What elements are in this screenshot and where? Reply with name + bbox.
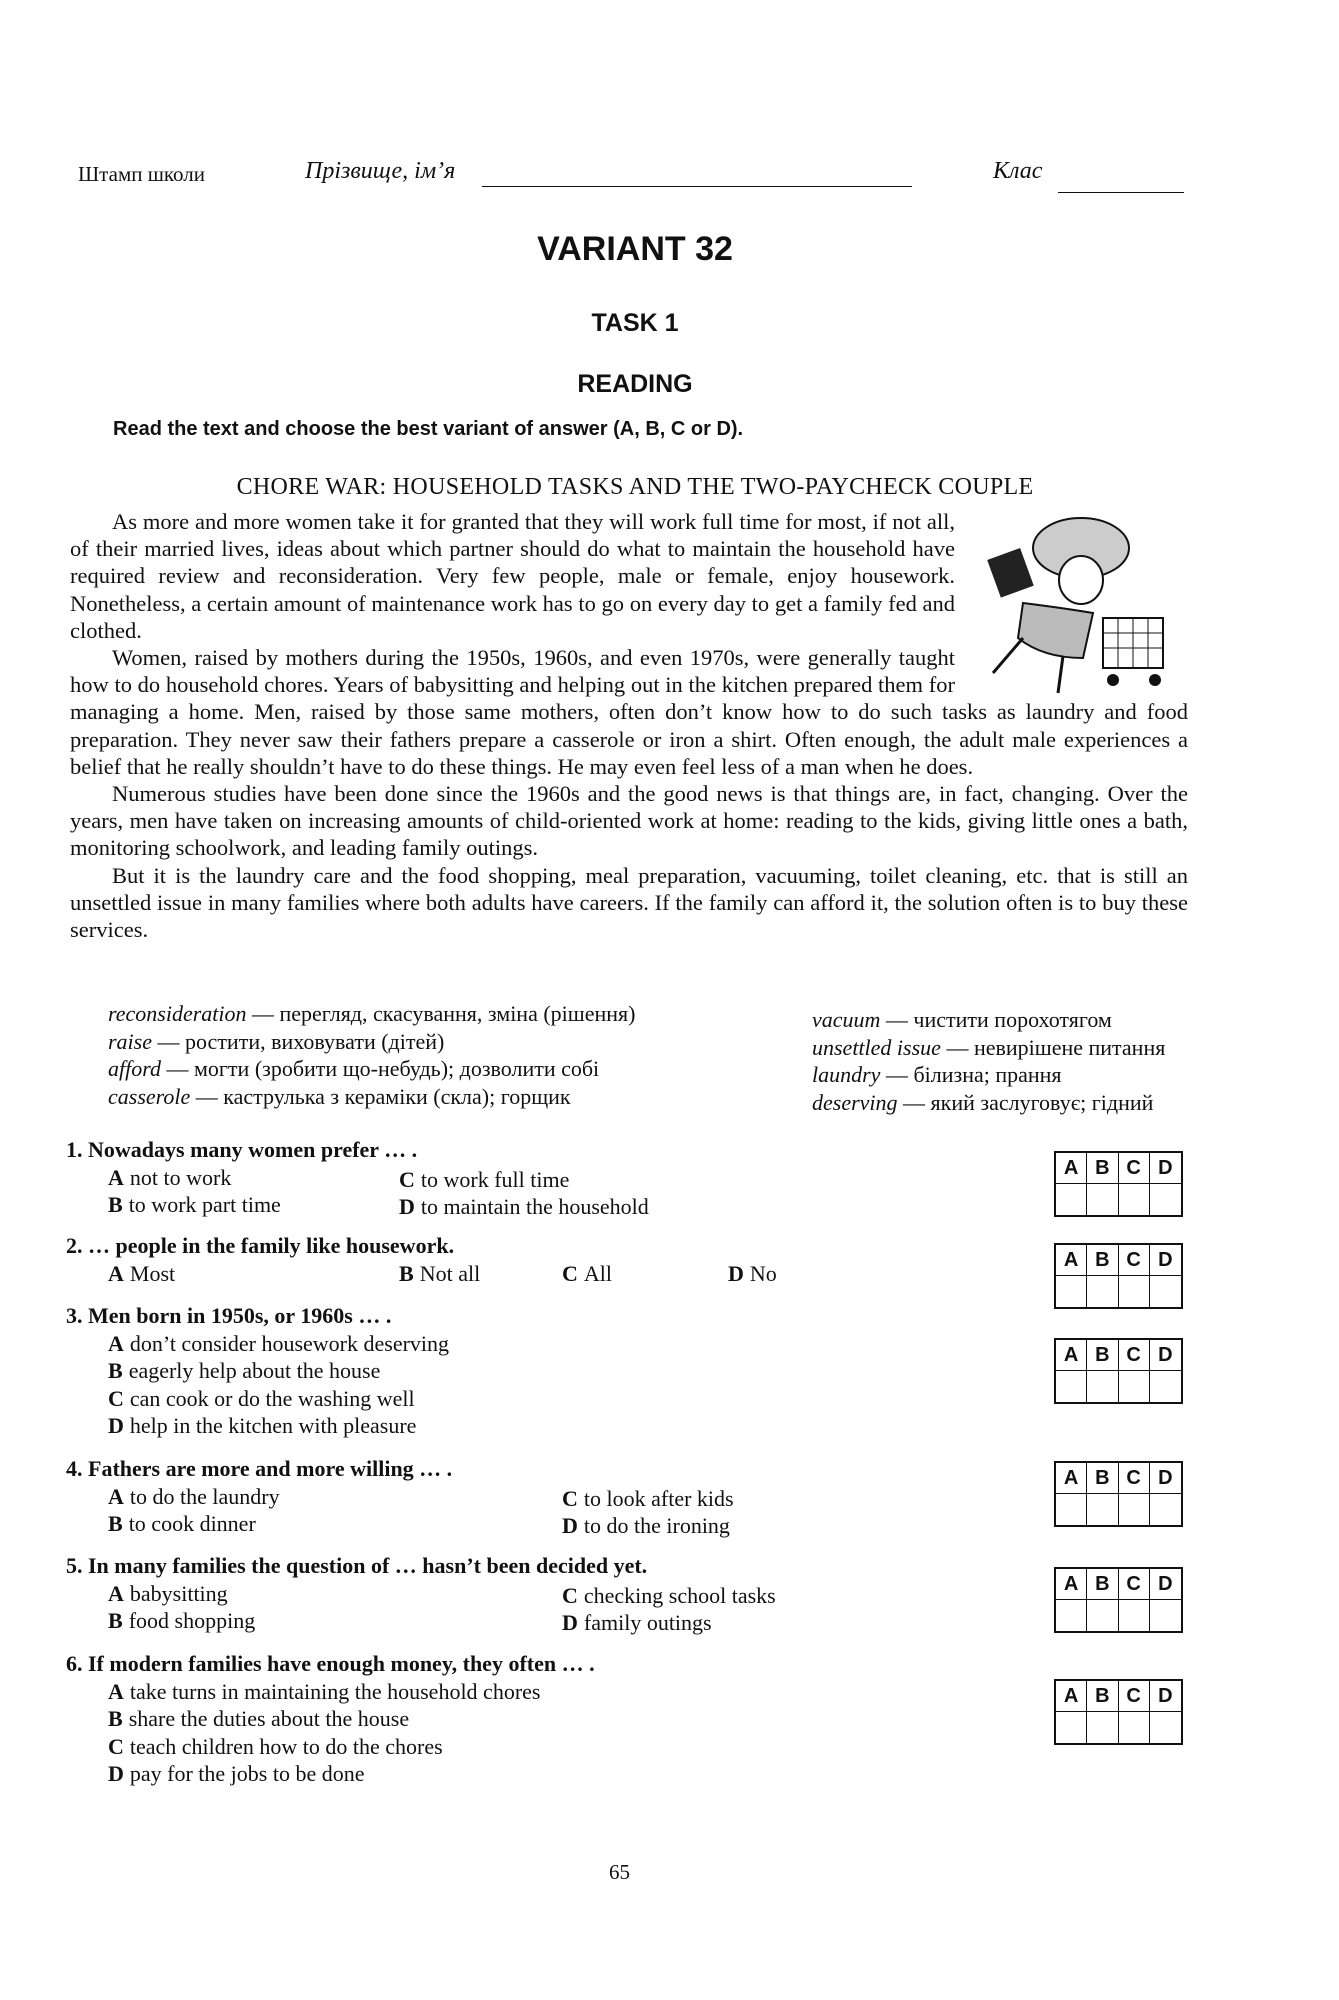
glossary-entry xyxy=(812,1034,1165,1062)
option-d xyxy=(562,1609,712,1637)
option-letter: B xyxy=(108,1706,123,1731)
glossary-entry xyxy=(812,1006,1165,1034)
question-stem: 6. If modern families have enough money, they often … . xyxy=(66,1651,595,1676)
option-text: can cook or do the washing well xyxy=(129,1385,415,1411)
option-text: All xyxy=(583,1260,613,1286)
option-b xyxy=(399,1260,480,1288)
option-a xyxy=(108,1483,280,1511)
option-letter: C xyxy=(399,1166,415,1192)
page-number: 65 xyxy=(609,1860,630,1884)
answer-cell-a[interactable] xyxy=(1056,1276,1087,1307)
story-paragraph: Numerous studies have been done since the 1960s and the good news is that things are, in fact, changing. Over the years, men have taken on increasing amounts of child-oriented work at home: reading to the kids, giving little ones a bath, monitoring schoolwork, and leading family outings. xyxy=(70,781,1188,861)
answer-letter: C xyxy=(1119,1569,1150,1600)
option-letter: D xyxy=(562,1610,578,1635)
class-label xyxy=(993,158,1042,185)
class-label-text: Клас xyxy=(993,158,1043,184)
option-d xyxy=(728,1260,777,1288)
answer-grid-1 xyxy=(1054,1151,1183,1217)
option-d xyxy=(108,1412,416,1440)
instruction: Read the text and choose the best variant of answer (A, B, C or D). xyxy=(113,418,744,440)
answer-letter: D xyxy=(1150,1153,1181,1184)
answer-letter: B xyxy=(1087,1681,1118,1712)
answer-letter: A xyxy=(1056,1681,1087,1712)
option-c xyxy=(108,1385,415,1413)
glossary-translation: — могти (зробити що-небудь); дозволити собі xyxy=(160,1056,600,1081)
answer-cell-c[interactable] xyxy=(1119,1494,1150,1525)
answer-letter: C xyxy=(1119,1245,1150,1276)
answer-cell-a[interactable] xyxy=(1056,1494,1087,1525)
answer-letter: C xyxy=(1119,1340,1150,1371)
glossary-entry xyxy=(812,1089,1165,1117)
answer-letter: A xyxy=(1056,1153,1087,1184)
option-letter: D xyxy=(108,1413,124,1438)
story-text xyxy=(70,508,1188,943)
option-text: food shopping xyxy=(128,1608,256,1633)
option-text: not to work xyxy=(129,1164,232,1190)
option-letter: A xyxy=(108,1580,124,1606)
option-text: No xyxy=(749,1260,777,1286)
option-letter: C xyxy=(562,1260,578,1286)
answer-letter: B xyxy=(1087,1463,1118,1494)
glossary-translation: — білизна; прання xyxy=(880,1062,1062,1087)
option-letter: B xyxy=(108,1192,123,1217)
answer-letter: C xyxy=(1119,1153,1150,1184)
class-field[interactable] xyxy=(1058,192,1184,193)
answer-letter: A xyxy=(1056,1245,1087,1276)
question-stem: 1. Nowadays many women prefer … . xyxy=(66,1137,418,1162)
option-a xyxy=(108,1580,228,1608)
answer-cell-d[interactable] xyxy=(1150,1371,1181,1402)
glossary-word: unsettled issue xyxy=(812,1034,941,1060)
option-b xyxy=(108,1705,409,1733)
option-b xyxy=(108,1357,380,1385)
option-text: to do the ironing xyxy=(583,1513,730,1538)
option-d xyxy=(399,1193,649,1221)
answer-grid-6 xyxy=(1054,1679,1183,1745)
glossary-word: raise xyxy=(108,1028,152,1054)
answer-cell-c[interactable] xyxy=(1119,1712,1150,1743)
glossary-translation: — який заслуговує; гідний xyxy=(897,1089,1154,1115)
option-letter: B xyxy=(108,1608,123,1633)
option-text: to do the laundry xyxy=(129,1483,280,1509)
option-text: share the duties about the house xyxy=(128,1706,410,1731)
glossary-word: reconsideration xyxy=(108,1001,247,1026)
answer-letter: D xyxy=(1150,1569,1181,1600)
option-text: don’t consider housework deserving xyxy=(129,1330,450,1356)
story-paragraph: As more and more women take it for granted that they will work full time for most, if not all, of their married lives, ideas about which partner should do what to maintain the household have required review and reconsideration. Very few people, male or female, enjoy housework. Nonetheless, a certain amount of maintenance work has to go on every day to get a family fed and clothed. xyxy=(70,509,955,643)
glossary-translation: — ростити, виховувати (дітей) xyxy=(152,1028,445,1054)
woman-shopping-cart-illustration xyxy=(963,508,1188,698)
option-letter: C xyxy=(562,1582,578,1608)
answer-cell-d[interactable] xyxy=(1150,1712,1181,1743)
answer-letter: B xyxy=(1087,1340,1118,1371)
answer-grid-5 xyxy=(1054,1567,1183,1633)
option-text: Most xyxy=(129,1260,176,1286)
glossary-left xyxy=(108,1000,635,1110)
option-b xyxy=(108,1191,281,1219)
glossary-right xyxy=(812,1006,1165,1116)
glossary-entry xyxy=(108,1055,635,1083)
answer-grid-4 xyxy=(1054,1461,1183,1527)
option-letter: A xyxy=(108,1260,124,1286)
answer-letter: C xyxy=(1119,1463,1150,1494)
option-letter: A xyxy=(108,1678,124,1704)
option-text: eagerly help about the house xyxy=(128,1358,381,1383)
answer-letter: B xyxy=(1087,1569,1118,1600)
option-letter: B xyxy=(108,1511,123,1536)
answer-letter: A xyxy=(1056,1569,1087,1600)
option-text: babysitting xyxy=(129,1580,228,1606)
answer-cell-c[interactable] xyxy=(1119,1276,1150,1307)
section-title: READING xyxy=(577,370,693,398)
option-letter: D xyxy=(399,1194,415,1219)
glossary-translation: — каструлька з кераміки (скла); горщик xyxy=(190,1083,571,1109)
answer-cell-d[interactable] xyxy=(1150,1184,1181,1215)
option-letter: B xyxy=(108,1358,123,1383)
question-stem: 2. … people in the family like housework. xyxy=(66,1233,455,1258)
answer-cell-a[interactable] xyxy=(1056,1600,1087,1631)
answer-cell-b[interactable] xyxy=(1087,1712,1118,1743)
question-4 xyxy=(66,1455,734,1538)
glossary-entry xyxy=(812,1061,1165,1089)
answer-letter: D xyxy=(1150,1245,1181,1276)
option-text: to cook dinner xyxy=(128,1511,256,1536)
answer-cell-a[interactable] xyxy=(1056,1371,1087,1402)
option-text: family outings xyxy=(583,1610,712,1635)
option-letter: C xyxy=(108,1733,124,1759)
name-label xyxy=(305,158,455,185)
option-text: to work part time xyxy=(128,1192,281,1217)
question-stem: 5. In many families the question of … hasn’t been decided yet. xyxy=(66,1553,648,1578)
option-letter: A xyxy=(108,1483,124,1509)
glossary-word: laundry xyxy=(812,1062,881,1087)
option-text: take turns in maintaining the household chores xyxy=(129,1678,541,1704)
answer-cell-b[interactable] xyxy=(1087,1600,1118,1631)
option-a xyxy=(108,1164,231,1192)
answer-grid-2 xyxy=(1054,1243,1183,1309)
answer-grid-3 xyxy=(1054,1338,1183,1404)
option-text: to work full time xyxy=(420,1166,570,1192)
answer-cell-b[interactable] xyxy=(1087,1184,1118,1215)
school-stamp-label: Штамп школи xyxy=(78,162,205,186)
option-c xyxy=(562,1582,776,1610)
answer-letter: A xyxy=(1056,1340,1087,1371)
answer-cell-d[interactable] xyxy=(1150,1600,1181,1631)
answer-cell-b[interactable] xyxy=(1087,1371,1118,1402)
option-letter: D xyxy=(562,1513,578,1538)
glossary-word: vacuum xyxy=(812,1007,881,1032)
variant-title: VARIANT 32 xyxy=(537,230,733,268)
option-text: teach children how to do the chores xyxy=(129,1733,443,1759)
option-a xyxy=(108,1330,449,1358)
glossary-translation: — чистити порохотягом xyxy=(880,1007,1112,1032)
answer-letter: D xyxy=(1150,1340,1181,1371)
answer-cell-a[interactable] xyxy=(1056,1184,1087,1215)
option-letter: A xyxy=(108,1164,124,1190)
glossary-translation: — перегляд, скасування, зміна (рішення) xyxy=(246,1001,636,1026)
answer-cell-a[interactable] xyxy=(1056,1712,1087,1743)
answer-cell-c[interactable] xyxy=(1119,1371,1150,1402)
answer-cell-b[interactable] xyxy=(1087,1494,1118,1525)
name-field[interactable] xyxy=(482,186,912,187)
question-stem: 4. Fathers are more and more willing … . xyxy=(66,1456,453,1481)
question-2 xyxy=(66,1232,777,1286)
option-text: checking school tasks xyxy=(583,1582,776,1608)
answer-letter: B xyxy=(1087,1153,1118,1184)
answer-letter: D xyxy=(1150,1681,1181,1712)
option-c xyxy=(562,1485,734,1513)
option-a xyxy=(108,1260,175,1288)
glossary-entry xyxy=(108,1083,635,1111)
option-c xyxy=(562,1260,612,1288)
glossary-word: deserving xyxy=(812,1089,898,1115)
option-letter: D xyxy=(728,1260,744,1286)
option-letter: A xyxy=(108,1330,124,1356)
story-paragraph: But it is the laundry care and the food shopping, meal preparation, vacuuming, toilet cleaning, etc. that is still an unsettled issue in many families where both adults have careers. If the family can afford it, the solution often is to buy these services. xyxy=(70,862,1188,943)
answer-cell-c[interactable] xyxy=(1119,1600,1150,1631)
answer-letter: C xyxy=(1119,1681,1150,1712)
option-text: pay for the jobs to be done xyxy=(129,1761,365,1786)
answer-cell-c[interactable] xyxy=(1119,1184,1150,1215)
glossary-word: afford xyxy=(108,1056,161,1081)
option-d xyxy=(562,1512,730,1540)
glossary-entry xyxy=(108,1000,635,1028)
story-paragraph: Women, raised by mothers during the 1950s, 1960s, and even 1970s, were generally taught how to do household chores. Years of babysitting and helping out in the kitchen prepared them for managing a home. Men, raised by those same mothers, often don’t know how to do such tasks as laundry and food preparation. They never saw their fathers prepare a casserole or iron a shirt. Often enough, the adult male experiences a belief that he really shouldn’t have to do these things. He may even feel less of a man when he does. xyxy=(70,645,1188,779)
option-text: Not all xyxy=(419,1260,481,1286)
glossary-translation: — невирішене питання xyxy=(940,1034,1166,1060)
option-text: help in the kitchen with pleasure xyxy=(129,1413,417,1438)
option-letter: D xyxy=(108,1761,124,1786)
option-letter: C xyxy=(108,1385,124,1411)
answer-letter: D xyxy=(1150,1463,1181,1494)
story-title: CHORE WAR: HOUSEHOLD TASKS AND THE TWO-PAYCHECK COUPLE xyxy=(236,474,1034,500)
option-c xyxy=(108,1733,443,1761)
option-d xyxy=(108,1760,365,1788)
option-a xyxy=(108,1678,540,1706)
option-b xyxy=(108,1607,255,1635)
answer-cell-d[interactable] xyxy=(1150,1494,1181,1525)
option-text: to look after kids xyxy=(583,1485,734,1511)
option-text: to maintain the household xyxy=(420,1194,649,1219)
task-title: TASK 1 xyxy=(591,309,679,337)
question-1 xyxy=(66,1136,649,1219)
answer-cell-b[interactable] xyxy=(1087,1276,1118,1307)
question-5 xyxy=(66,1552,776,1635)
option-c xyxy=(399,1166,569,1194)
name-label-text: Прізвище, ім’я xyxy=(305,158,456,184)
answer-cell-d[interactable] xyxy=(1150,1276,1181,1307)
question-3 xyxy=(66,1302,450,1438)
glossary-word: casserole xyxy=(108,1083,191,1109)
answer-letter: B xyxy=(1087,1245,1118,1276)
glossary-entry xyxy=(108,1028,635,1056)
option-b xyxy=(108,1510,256,1538)
answer-letter: A xyxy=(1056,1463,1087,1494)
option-letter: C xyxy=(562,1485,578,1511)
option-letter: B xyxy=(399,1260,414,1286)
question-6 xyxy=(66,1650,595,1786)
question-stem: 3. Men born in 1950s, or 1960s … . xyxy=(66,1303,392,1328)
